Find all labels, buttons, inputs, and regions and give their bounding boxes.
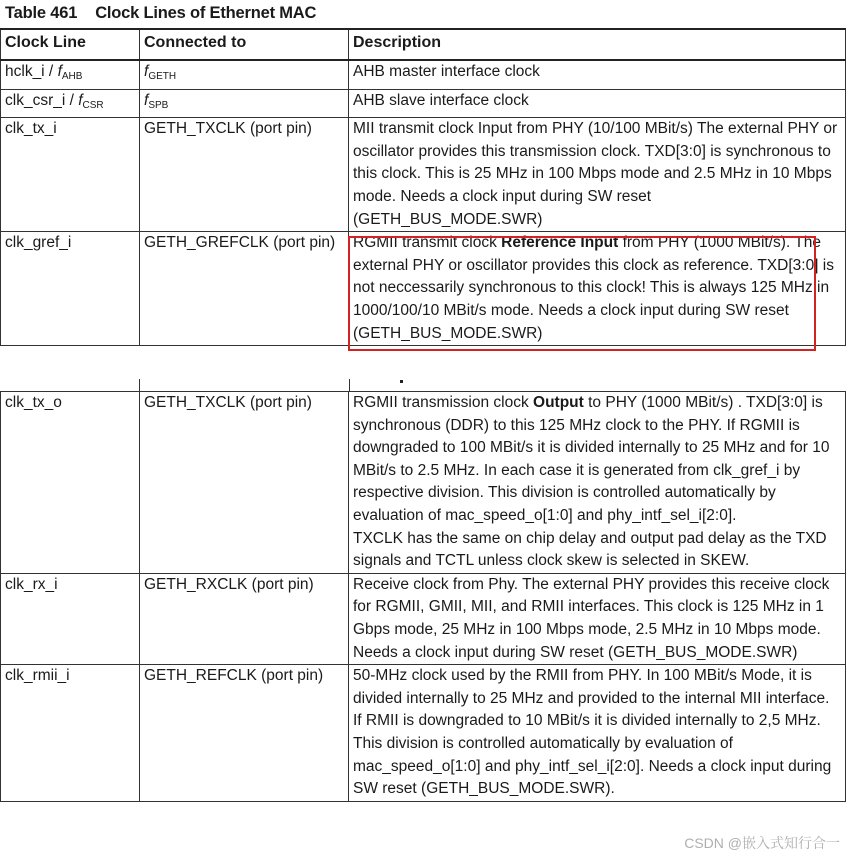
table-row: [1, 392, 846, 574]
header-connected-to: Connected to: [140, 29, 349, 60]
connected-f: f: [144, 91, 149, 109]
clock-line-f: f: [57, 63, 62, 80]
clock-line-sub: CSR: [82, 99, 104, 111]
clock-line-f: f: [78, 91, 83, 109]
clock-line-text: hclk_i /: [5, 63, 58, 80]
clock-lines-table-part2: [0, 391, 846, 802]
header-description: Description: [349, 29, 846, 60]
cell-clock-line: clk_gref_i: [1, 232, 140, 346]
table-row: [1, 89, 846, 118]
clock-line-sub: AHB: [61, 71, 83, 82]
cell-description: [349, 232, 846, 346]
page-break-gap: [0, 352, 846, 392]
cell-description: AHB master interface clock: [349, 60, 846, 89]
header-clock-line: Clock Line: [1, 29, 140, 60]
cell-clock-line: clk_tx_i: [1, 118, 140, 232]
table-row: [1, 573, 846, 664]
column-divider: [139, 379, 140, 391]
clock-lines-table-part1: [0, 28, 846, 346]
description-emphasis: Reference Input: [501, 234, 619, 252]
description-text: RGMII transmit clock: [353, 234, 502, 252]
cell-connected-to: [140, 89, 349, 118]
table-row: [1, 118, 846, 232]
cell-connected-to: GETH_GREFCLK (port pin): [140, 232, 349, 346]
cell-connected-to: GETH_REFCLK (port pin): [140, 665, 349, 802]
table-row: [1, 232, 846, 346]
cell-clock-line: [1, 60, 140, 89]
table-caption: [5, 2, 316, 24]
connected-sub: SPB: [148, 99, 169, 111]
description-text: RGMII transmission clock: [353, 394, 534, 411]
description-emphasis: Output: [533, 394, 584, 411]
cell-description: [349, 392, 846, 574]
cell-connected-to: GETH_TXCLK (port pin): [140, 118, 349, 232]
table-row: [1, 665, 846, 802]
table-title: Clock Lines of Ethernet MAC: [95, 3, 317, 22]
cell-clock-line: [1, 89, 140, 118]
cell-clock-line: clk_rx_i: [1, 573, 140, 664]
cell-connected-to: GETH_RXCLK (port pin): [140, 573, 349, 664]
description-text: TXCLK has the same on chip delay and output pad delay as the TXD signals and TCTL unless clock skew is selected in SKEW.: [353, 529, 827, 570]
connected-f: f: [144, 63, 149, 80]
column-divider: [349, 379, 350, 391]
cell-clock-line: clk_rmii_i: [1, 665, 140, 802]
clock-line-text: clk_csr_i /: [5, 91, 79, 109]
cell-clock-line: clk_tx_o: [1, 392, 140, 574]
table-row: [1, 60, 846, 89]
watermark: CSDN @嵌入式知行合一: [684, 835, 840, 851]
description-text: from PHY (1000 MBit/s). The external PHY or oscillator provides this clock as reference. TXD[3:0] is not neccessarily synchronous to this clock! This is always 125 MHz in 1000/100/10 MBit/s mode. Needs a clock input during SW reset (GETH_BUS_MODE.SWR): [353, 234, 834, 342]
table-header-row: [1, 29, 846, 60]
cell-connected-to: [140, 60, 349, 89]
table-number: Table 461: [5, 3, 78, 22]
stray-dot: [400, 380, 403, 383]
cell-description: AHB slave interface clock: [349, 89, 846, 118]
description-text: to PHY (1000 MBit/s) . TXD[3:0] is synchronous (DDR) to this 125 MHz clock to the PHY. If RGMII is downgraded to 100 MBit/s it is divided internally to 25 MHz and for 10 MBit/s to 2.5 MHz. In each case it is generated from clk_gref_i by respective division. This division is controlled automatically by evaluation of mac_speed_o[1:0] and phy_intf_sel_i[2:0].: [353, 394, 830, 524]
cell-description: Receive clock from Phy. The external PHY provides this receive clock for RGMII, GMII, MII, and RMII interfaces. This clock is 125 MHz in 1 Gbps mode, 25 MHz in 100 Mbps mode, 2.5 MHz in 10 Mbps mode. Needs a clock input during SW reset (GETH_BUS_MODE.SWR): [349, 573, 846, 664]
cell-connected-to: GETH_TXCLK (port pin): [140, 392, 349, 574]
connected-sub: GETH: [148, 71, 177, 82]
cell-description: 50-MHz clock used by the RMII from PHY. In 100 MBit/s Mode, it is divided internally to 25 MHz and provided to the internal MII interface. If RMII is downgraded to 10 MBit/s it is divided internally to 2,5 MHz. This division is controlled automatically by evaluation of mac_speed_o[1:0] and phy_intf_sel_i[2:0]. Needs a clock input during SW reset (GETH_BUS_MODE.SWR).: [349, 665, 846, 802]
cell-description: MII transmit clock Input from PHY (10/100 MBit/s) The external PHY or oscillator provides this transmission clock. TXD[3:0] is synchronous to this clock. This is 25 MHz in 100 Mbps mode and 2.5 MHz in 10 Mbps mode. Needs a clock input during SW reset (GETH_BUS_MODE.SWR): [349, 118, 846, 232]
